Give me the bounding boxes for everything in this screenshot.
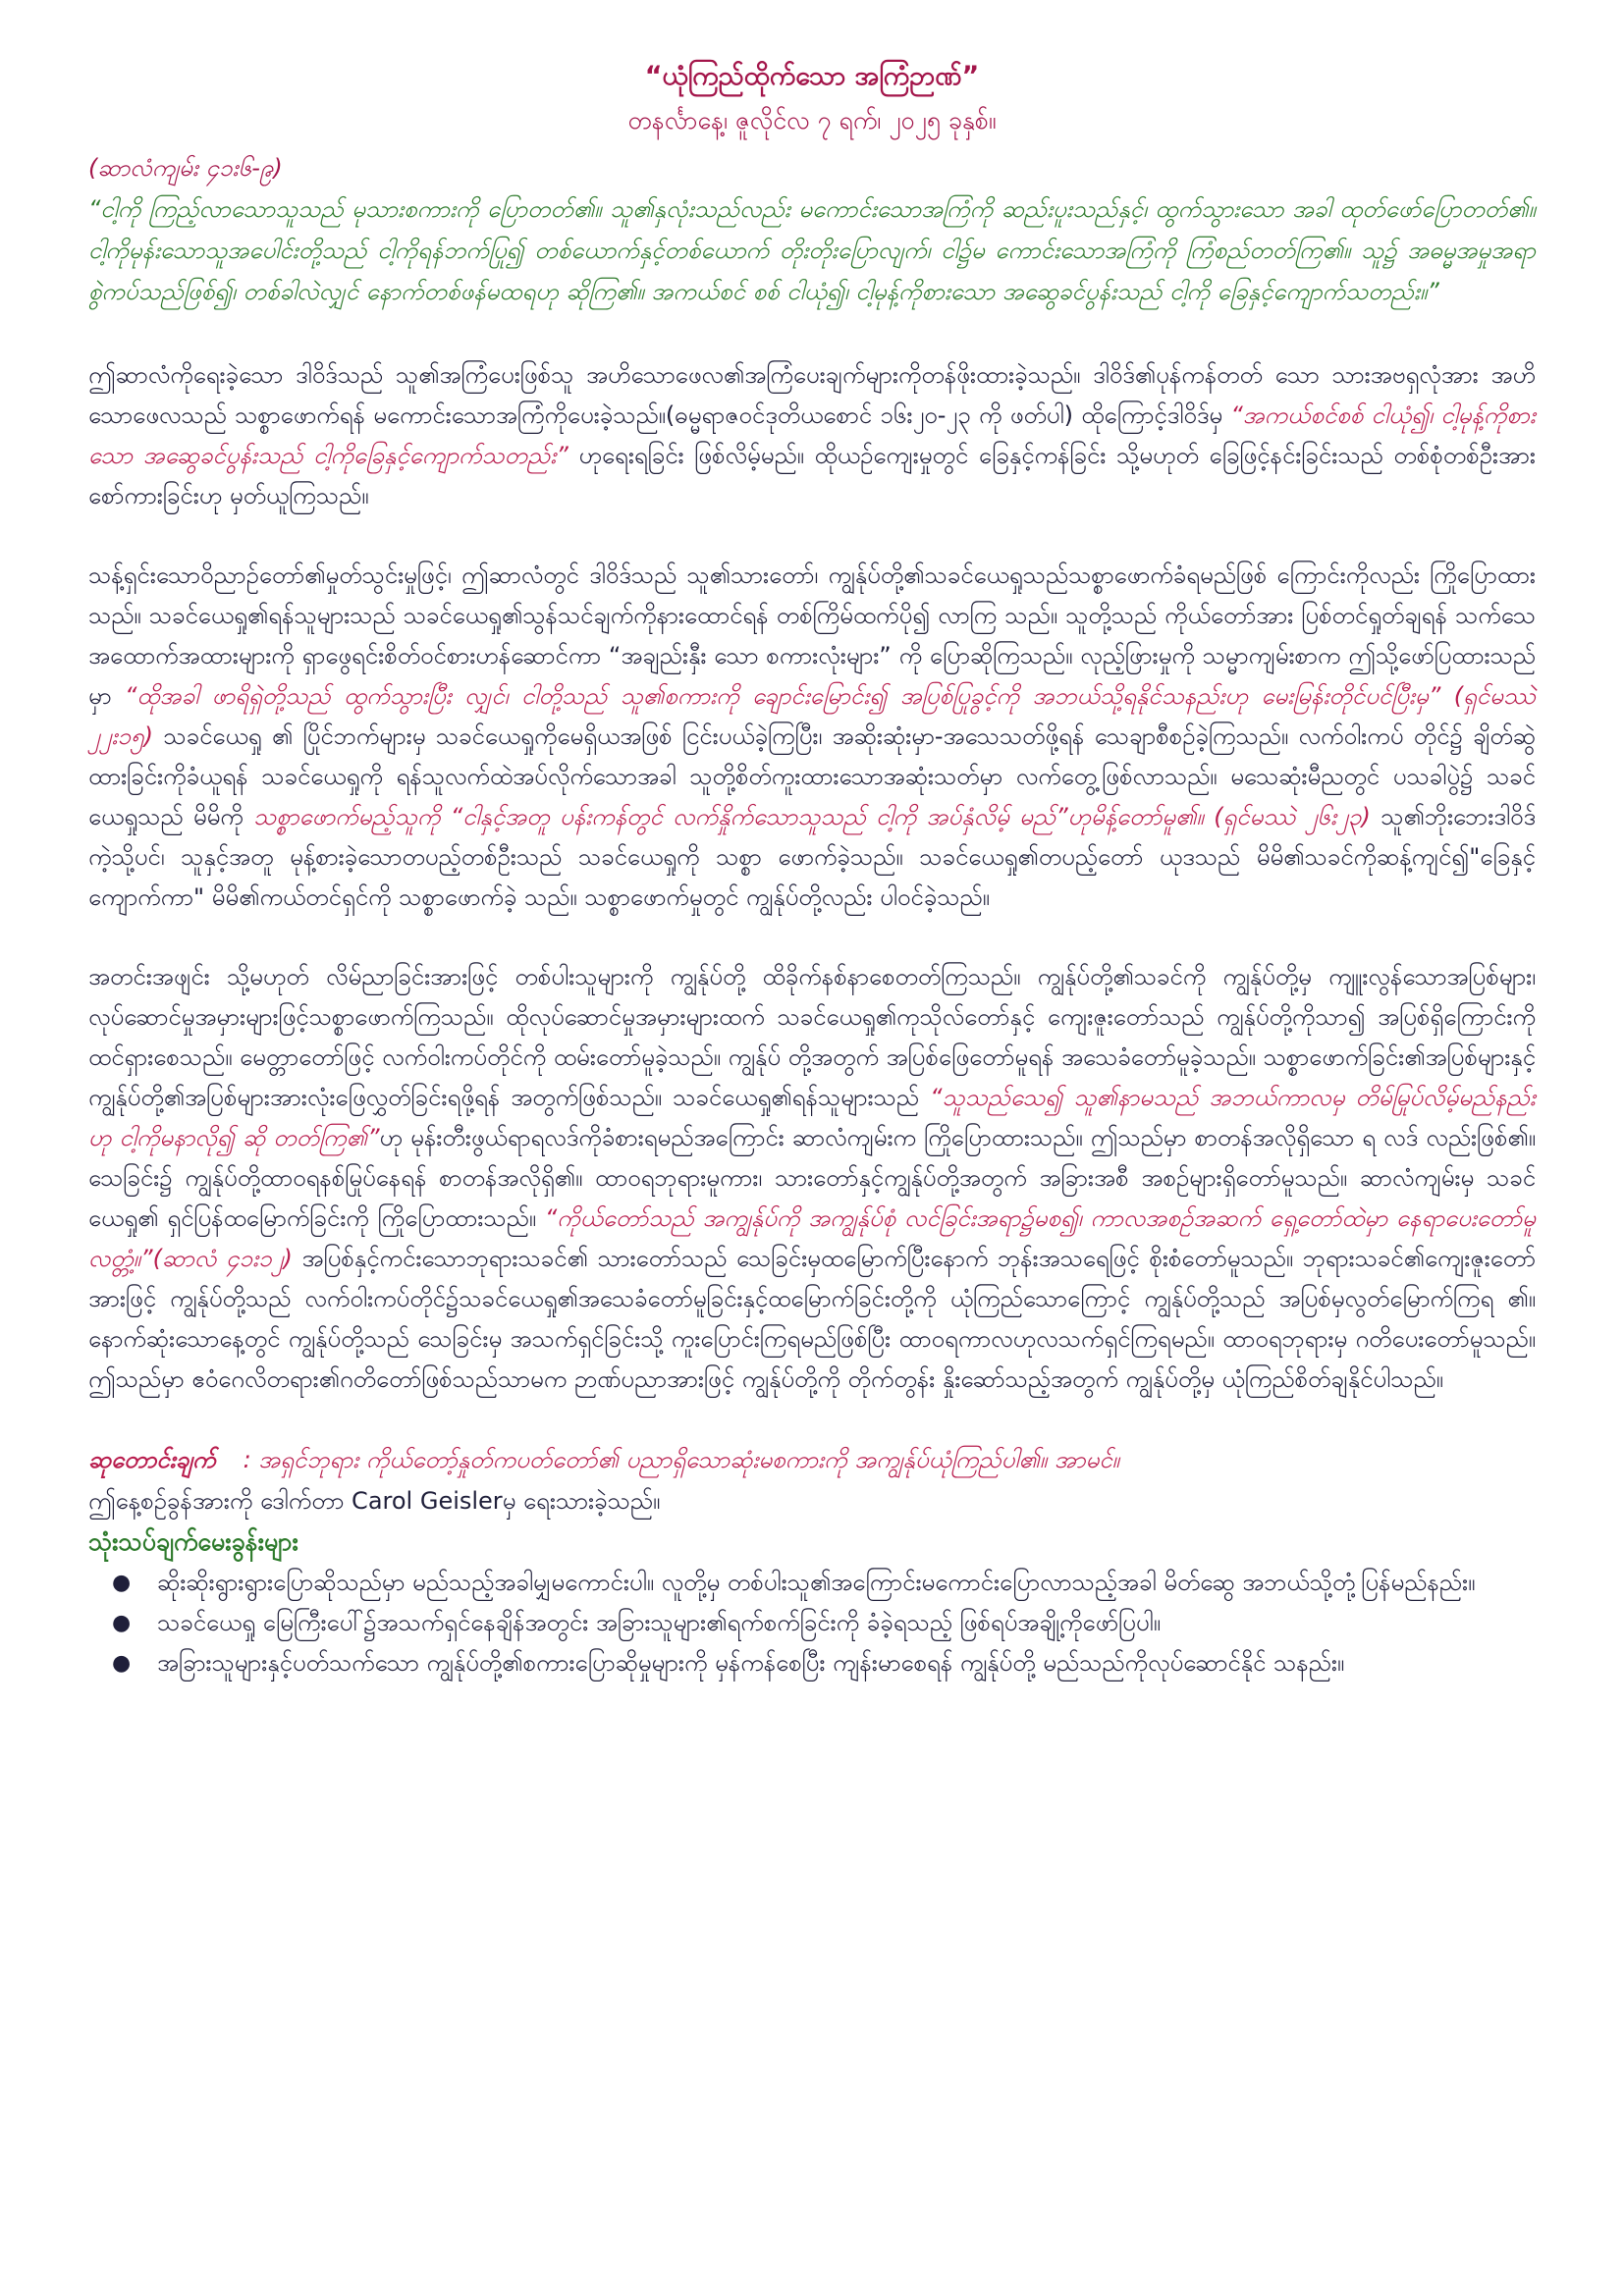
question-item (112, 1643, 1536, 1683)
question-text: သခင်ယေရှု မြေကြီးပေါ်၌အသက်ရှင်နေချိန်အတွင်း အခြားသူများ၏ရက်စက်ခြင်းကို ခံခဲ့ရသည့် ဖြစ်ရပ်အချို့ကိုဖော်ပြပါ။ (157, 1609, 1161, 1636)
emphasis-quote: “ထိုအခါ ဖာရိရှဲတို့သည် ထွက်သွားပြီး လျှင်၊ ငါတို့သည် သူ၏စကားကို ချောင်းမြောင်း၍ အပြစ်ပြုခွင့်ကို အဘယ်သို့ရနိုင်သနည်းဟု မေးမြန်းတိုင်ပင်ပြီးမှ” (ရှင်မဿဲ ၂၂း၁၅) (88, 682, 1536, 750)
page-date: တနင်္လာနေ့၊ ဇူလိုင်လ ၇ ရက်၊ ၂၀၂၅ ခုနှစ်။ (627, 106, 997, 134)
paragraph-text: သခင်ယေရှု ၏ ပြိုင်ဘက်များမှ သခင်ယေရှုကိုမေရှိယအဖြစ် ငြင်းပယ်ခဲ့ကြပြီး၊ အဆိုးဆုံးမှာ-အသေသတ်ဖို့ရန် သေချာစီစဉ်ခဲ့ကြသည်။ လက်ဝါးကပ် တိုင်၌ ချိတ်ဆွဲထားခြင်းကိုခံယူရန် သခင်ယေရှုကို ရန်သူလက်ထဲအပ်လိုက်သောအခါ သူတို့စိတ်ကူးထားသောအဆုံးသတ်မှာ လက်တွေ့ဖြစ်လာသည်။ မသေဆုံးမီညတွင် ပသခါပွဲ၌ သခင်ယေရှုသည် မိမိကို (88, 722, 1536, 830)
paragraph-text: အပြစ်နှင့်ကင်းသောဘုရားသခင်၏ သားတော်သည် သေခြင်းမှထမြောက်ပြီးနောက် ဘုန်းအသရေဖြင့် စိုးစံတော်မူသည်။ ဘုရားသခင်၏ကျေးဇူးတော်အားဖြင့် ကျွန်ုပ်တို့သည် လက်ဝါးကပ်တိုင်၌သခင်ယေရှု၏အသေခံတော်မူခြင်းနှင့်ထမြောက်ခြင်းတို့ကို ယုံကြည်သောကြောင့် ကျွန်ုပ်တို့သည် အပြစ်မှလွတ်မြောက်ကြရ ၏။ နောက်ဆုံးသောနေ့တွင် ကျွန်ုပ်တို့သည် သေခြင်းမှ အသက်ရှင်ခြင်းသို့ ကူးပြောင်းကြရမည်ဖြစ်ပြီး ထာဝရကာလဟုလသက်ရှင်ကြရမည်။ ထာဝရဘုရားမှ ဂတိပေးတော်မူသည်။ ဤသည်မှာ ဧဝံဂေလိတရား၏ဂတိတော်ဖြစ်သည်သာမက ဉာဏ်ပညာအားဖြင့် ကျွန်ုပ်တို့ကို တိုက်တွန်း နှိုးဆော်သည့်အတွက် ကျွန်ုပ်တို့မှ ယုံကြည်စိတ်ချနိုင်ပါသည်။ (88, 1245, 1537, 1393)
body-paragraph-3 (88, 957, 1536, 1400)
paragraph-text: သန့်ရှင်းသောဝိညာဉ်တော်၏မှုတ်သွင်းမှုဖြင့်၊ ဤဆာလံတွင် ဒါဝိဒ်သည် သူ၏သားတော်၊ ကျွန်ုပ်တို့၏သခင်ယေရှုသည်သစ္စာဖောက်ခံရမည်ဖြစ် ကြောင်းကိုလည်း ကြိုပြောထားသည်။ သခင်ယေရှု၏ရန်သူများသည် သခင်ယေရှု၏သွန်သင်ချက်ကိုနားထောင်ရန် တစ်ကြိမ်ထက်ပို၍ လာကြ သည်။ သူတို့သည် ကိုယ်တော်အား ပြစ်တင်ရှုတ်ချရန် သက်သေအထောက်အထားများကို ရှာဖွေရင်းစိတ်ဝင်စားဟန်ဆောင်ကာ “အချည်းနှီး သော စကားလုံးများ” ကို ပြောဆိုကြသည်။ လုည့်ဖြားမှုကို သမ္မာကျမ်းစာက ဤသို့ဖော်ပြထားသည်မှာ (88, 561, 1536, 710)
prayer-label: ဆုတောင်းချက် (88, 1446, 216, 1473)
paragraph-text: ဟု မုန်းတီးဖွယ်ရာရလဒ်ကိုခံစားရမည်အကြောင်း ဆာလံကျမ်းက ကြိုပြောထားသည်။ ဤသည်မှာ စာတန်အလိုရှိသော ရ လဒ် လည်းဖြစ်၏။ သေခြင်း၌ ကျွန်ုပ်တို့ထာဝရနစ်မြုပ်နေရန် စာတန်အလိုရှိ၏။ ထာဝရဘုရားမူကား၊ သားတော်နှင့်ကျွန်ုပ်တို့အတွက် အခြားအစီ အစဉ်များရှိတော်မူသည်။ ဆာလံကျမ်းမှ သခင်ယေရှု၏ ရှင်ပြန်ထမြောက်ခြင်းကို ကြိုပြောထားသည်။ (88, 1124, 1537, 1232)
question-text: အခြားသူများနှင့်ပတ်သက်သော ကျွန်ုပ်တို့၏စကားပြောဆိုမှုများကို မှန်ကန်စေပြီး ကျန်းမာစေရန် ကျွန်ုပ်တို့ မည်သည်ကိုလုပ်ဆောင်နိုင် သနည်း။ (157, 1649, 1345, 1677)
bullet-icon: ● (112, 1651, 132, 1676)
page-title: “ယုံကြည်ထိုက်သော အကြံဉာဏ်” (644, 61, 980, 91)
questions-list (88, 1563, 1536, 1683)
questions-heading: သုံးသပ်ချက်မေးခွန်းများ (88, 1527, 298, 1556)
emphasis-quote: “သူသည်သေ၍ သူ၏နာမသည် အဘယ်ကာလမှ တိမ်မြုပ်လိမ့်မည်နည်းဟု ငါ့ကိုမနာလို၍ ဆို တတ်ကြ၏” (88, 1084, 1537, 1151)
paragraph-text: သူ၏ဘိုးဘေးဒါဝိဒ်ကဲ့သို့ပင်၊ သူနှင့်အတူ မုန့်စားခဲ့သောတပည့်တစ်ဦးသည် သခင်ယေရှုကို သစ္စာ ဖောက်ခဲ့သည်။ သခင်ယေရှု၏တပည့်တော် ယုဒသည် မိမိ၏သခင်ကိုဆန့်ကျင်၍"ခြေနှင့်ကျောက်ကာ" မိမိ၏ကယ်တင်ရှင်ကို သစ္စာဖောက်ခဲ့ သည်။ သစ္စာဖောက်မှုတွင် ကျွန်ုပ်တို့လည်း ပါဝင်ခဲ့သည်။ (88, 803, 1536, 911)
scripture-quote: “ငါ့ကို ကြည့်လာသောသူသည် မုသားစကားကို ပြောတတ်၏။ သူ၏နှလုံးသည်လည်း မကောင်းသောအကြံကို ဆည်းပူးသည်နှင့်၊ ထွက်သွားသော အခါ ထုတ်ဖော်ပြောတတ်၏။ ငါ့ကိုမုန်းသောသူအပေါင်းတို့သည် ငါ့ကိုရန်ဘက်ပြု၍ တစ်ယောက်နှင့်တစ်ယောက် တိုးတိုးပြောလျက်၊ ငါ၌မ ကောင်းသောအကြံကို ကြံစည်တတ်ကြ၏။ သူ၌ အဓမ္မအမှုအရာစွဲကပ်သည်ဖြစ်၍၊ တစ်ခါလဲလျှင် နောက်တစ်ဖန်မထရဟု ဆိုကြ၏။ အကယ်စင် စစ် ငါယုံ၍၊ ငါ့မုန့်ကိုစားသော အဆွေခင်ပွန်းသည် ငါ့ကို ခြေနှင့်ကျောက်သတည်း။” (88, 195, 1536, 305)
emphasis-quote: “အကယ်စင်စစ် ငါယုံ၍၊ ငါ့မုန့်ကိုစားသော အဆွေခင်ပွန်းသည် ငါ့ကိုခြေနှင့်ကျောက်သတည်း” (88, 401, 1537, 469)
paragraph-text: အတင်းအဖျင်း သို့မဟုတ် လိမ်ညာခြင်းအားဖြင့် တစ်ပါးသူများကို ကျွန်ုပ်တို့ ထိခိုက်နစ်နာစေတတ်ကြသည်။ ကျွန်ုပ်တို့၏သခင်ကို ကျွန်ုပ်တို့မှ ကျူးလွန်သောအပြစ်များ၊ လုပ်ဆောင်မှုအမှားများဖြင့်သစ္စာဖောက်ကြသည်။ ထိုလုပ်ဆောင်မှုအမှားများထက် သခင်ယေရှု၏ကုသိုလ်တော်နှင့် ကျေးဇူးတော်သည် ကျွန်ုပ်တို့ကိုသာ၍ အပြစ်ရှိကြောင်းကို ထင်ရှားစေသည်။ မေတ္တာတော်ဖြင့် လက်ဝါးကပ်တိုင်ကို ထမ်းတော်မူခဲ့သည်။ ကျွန်ုပ် တို့အတွက် အပြစ်ဖြေတော်မူရန် အသေခံတော်မူခဲ့သည်။ သစ္စာဖောက်ခြင်း၏အပြစ်များနှင့် ကျွန်ုပ်တို့၏အပြစ်များအားလုံးဖြေလွှတ်ခြင်းရဖို့ရန် အတွက်ဖြစ်သည်။ သခင်ယေရှု၏ရန်သူများသည် (88, 963, 1536, 1111)
scripture-reference: (ဆာလံကျမ်း ၄၁း၆-၉) (88, 154, 283, 182)
prayer-line (88, 1439, 1536, 1480)
emphasis-quote: သစ္စာဖောက်မည့်သူကို “ငါနှင့်အတူ ပန်းကန်တွင် လက်နှိုက်သောသူသည် ငါ့ကို အပ်နှံလိမ့် မည်”ဟုမိန့်တော်မူ၏။ (ရှင်မဿဲ ၂၆း၂၃) (253, 803, 1371, 830)
prayer-text: : အရှင်ဘုရား ကိုယ်တော့်နှုတ်ကပတ်တော်၏ ပညာရှိသောဆုံးမစကားကို အကျွန်ုပ်ယုံကြည်ပါ၏။ အာမင်။ (243, 1446, 1120, 1473)
bullet-icon: ● (112, 1611, 132, 1635)
author-line: ဤနေ့စဉ်ခွန်အားကို ဒေါက်တာ Carol Geislerမှ ရေးသားခဲ့သည်။ (88, 1487, 661, 1515)
paragraph-text: ဟုရေးရခြင်း ဖြစ်လိမ့်မည်။ ထိုယဉ်ကျေးမှုတွင် ခြေနှင့်ကန်ခြင်း သို့မဟုတ် ခြေဖြင့်နင်းခြင်းသည် တစ်စုံတစ်ဦးအား စော်ကားခြင်းဟု မှတ်ယူကြသည်။ (88, 442, 1537, 509)
question-item (112, 1563, 1536, 1603)
emphasis-quote: “ကိုယ်တော်သည် အကျွန်ုပ်ကို အကျွန်ုပ်စုံ လင်ခြင်းအရာ၌မစ၍၊ ကာလအစဉ်အဆက် ရှေ့တော်ထဲမှာ နေရာပေးတော်မူလတ္တံ့။”(ဆာလံ ၄၁း၁၂) (88, 1204, 1537, 1272)
body-paragraph-1 (88, 355, 1536, 516)
question-item (112, 1603, 1536, 1643)
paragraph-text: ဤဆာလံကိုရေးခဲ့သော ဒါဝိဒ်သည် သူ၏အကြံပေးဖြစ်သူ အဟိသောဖေလ၏အကြံပေးချက်များကိုတန်ဖိုးထားခဲ့သည်။ ဒါဝိဒ်၏ပုန်ကန်တတ် သော သားအဗရှလုံအား အဟိသောဖေလသည် သစ္စာဖောက်ရန် မကောင်းသောအကြံကိုပေးခဲ့သည်။(ဓမ္မရာဇဝင်ဒုတိယစောင် ၁၆း၂၀-၂၃ ကို ဖတ်ပါ) ထိုကြောင့်ဒါဝိဒ်မှ (88, 361, 1536, 429)
bullet-icon: ● (112, 1571, 132, 1595)
question-text: ဆိုးဆိုးရွားရွားပြောဆိုသည်မှာ မည်သည့်အခါမျှမကောင်းပါ။ လူတို့မှ တစ်ပါးသူ၏အကြောင်းမကောင်းပြောလာသည့်အခါ မိတ်ဆွေ အဘယ်သို့တုံ့ပြန်မည်နည်း။ (157, 1569, 1476, 1596)
body-paragraph-2 (88, 556, 1536, 918)
